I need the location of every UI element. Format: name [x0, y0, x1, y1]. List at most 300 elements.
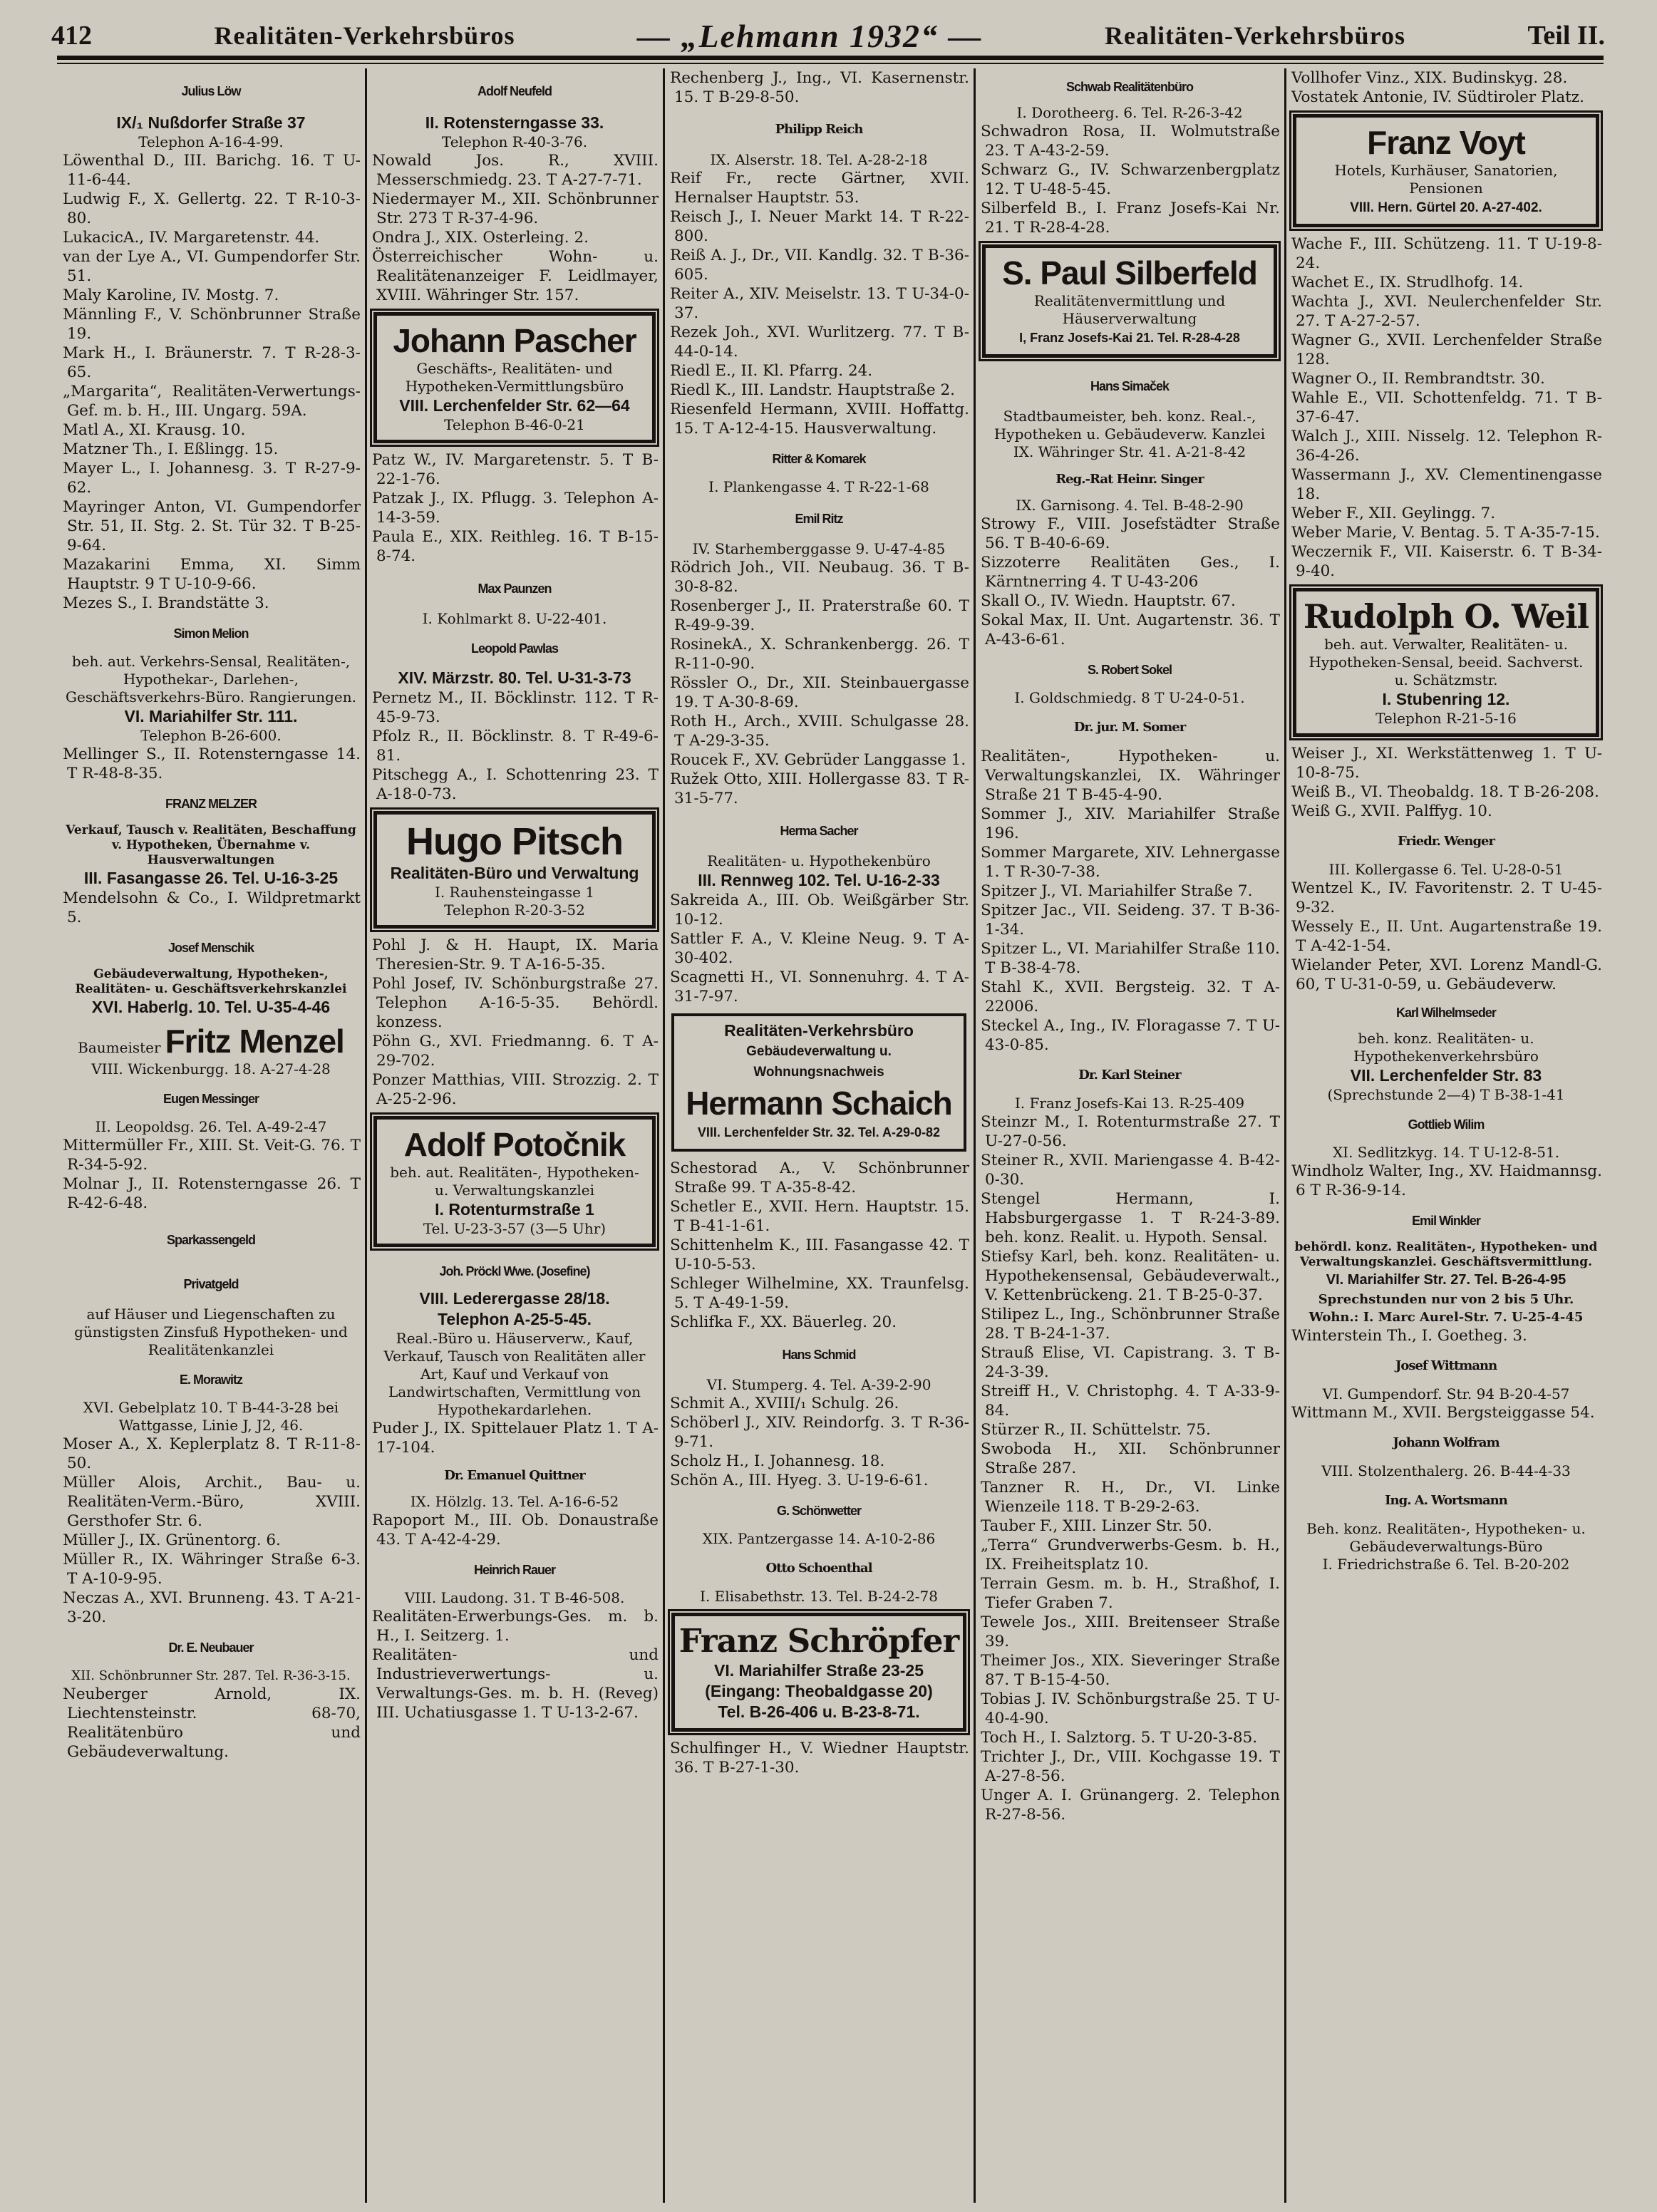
listing-entry: Mayer L., I. Johannesg. 3. T R-27-9-62.: [63, 460, 361, 497]
listing-entry: „Terra“ Grundverwerbs-Gesm. b. H., IX. Freiheitsplatz 10.: [981, 1536, 1280, 1573]
advertiser-name: Johann Pascher: [393, 322, 636, 359]
listing-entry: Neczas A., XVI. Brunneng. 43. T A-21-3-20.: [63, 1589, 361, 1626]
listing-entry: Schöberl J., XIV. Reindorfg. 3. T R-36-9-71.: [670, 1414, 969, 1451]
advertiser-name: Karl Wilhelmseder: [1396, 1006, 1496, 1020]
ad-address: II. Rotensterngasse 33.: [425, 113, 604, 132]
ad-address: VIII. Lederergasse 28/18.: [419, 1289, 610, 1308]
listing-entry: Realitäten- und Industrieverwertungs- u. Verwaltungs-Ges. m. b. H. (Reveg) III. Uchatiusgasse 1. T U-13-2-67.: [372, 1646, 659, 1722]
listing-entry: Sakreida A., III. Ob. Weißgärber Str. 10-12.: [670, 891, 969, 929]
ad-address: XI. Sedlitzkyg. 14. T U-12-8-51.: [1332, 1144, 1560, 1161]
ad-address: XVI. Gebelplatz 10. T B-44-3-28 bei Wattgasse, Linie J, J2, 46.: [83, 1399, 339, 1434]
listing-entry: Paula E., XIX. Reithleg. 16. T B-15-8-74.: [372, 528, 659, 565]
advertiser-name: Leopold Pawlas: [470, 641, 559, 656]
section-title-right: Realitäten-Verkehrsbüros: [1105, 21, 1406, 50]
listing-entry: Schittenhelm K., III. Fasangasse 42. T U-10-5-53.: [670, 1236, 969, 1273]
ad-address: IX/₁ Nußdorfer Straße 37: [116, 113, 306, 132]
listing-entry: LukacicA., IV. Margaretenstr. 44.: [63, 229, 320, 247]
listing-entry: Müller R., IX. Währinger Straße 6-3. T A-10-9-95.: [63, 1551, 361, 1588]
ad-eugen-messinger: [58, 1080, 363, 1136]
column-divider: [365, 68, 367, 2203]
ad-rudolph-weil: [1293, 588, 1599, 737]
advertiser-name: Heinrich Rauer: [473, 1563, 556, 1577]
ad-sparkassengeld: [58, 1219, 363, 1435]
listing-entry: Realitäten-Erwerbungs-Ges. m. b. H., I. Seitzerg. 1.: [372, 1608, 659, 1645]
ad-friedr-wenger: [1287, 822, 1605, 879]
listing-entry: Silberfeld B., I. Franz Josefs-Kai Nr. 21. T R-28-4-28.: [981, 200, 1280, 237]
ad-description: Hotels, Kurhäuser, Sanatorien, Pensionen: [1334, 162, 1558, 197]
ad-description: Realitäten-Büro und Verwaltung: [390, 864, 639, 882]
ad-heinr-singer: [976, 462, 1283, 515]
ad-fritz-menzel: [58, 1022, 363, 1060]
listing-entry: Weczernik F., VII. Kaiserstr. 6. T B-34-9-40.: [1291, 543, 1602, 580]
listing-entry: Scagnetti H., VI. Sonnenuhrg. 4. T A-31-7-97.: [670, 968, 969, 1006]
listing-entry: Ondra J., XIX. Osterleing. 2.: [372, 229, 589, 247]
ad-josef-wittmann: [1287, 1347, 1605, 1403]
listing-entry: Rechenberg J., Ing., VI. Kasernenstr. 15. T B-29-8-50.: [670, 69, 969, 106]
listing-entry: Ružek Otto, XIII. Hollergasse 83. T R-31-5-77.: [670, 770, 969, 807]
listing-entry: van der Lye A., VI. Gumpendorfer Str. 51.: [63, 248, 361, 285]
ad-description: Beh. konz. Realitäten-, Hypotheken- u. Gebäudeverwaltungs-Büro: [1306, 1520, 1586, 1555]
ad-address: III. Rennweg 102. Tel. U-16-2-33: [698, 871, 940, 889]
listing-entry: Mittermüller Fr., XIII. St. Veit-G. 76. T R-34-5-92.: [63, 1137, 361, 1174]
listing-entry: Schön A., III. Hyeg. 3. U-19-6-61.: [670, 1472, 929, 1489]
ad-address: XIV. Märzstr. 80. Tel. U-31-3-73: [398, 668, 631, 687]
listing-entry: Schmit A., XVIII/₁ Schulg. 26.: [670, 1395, 899, 1412]
ad-otto-schoenthal: [666, 1549, 972, 1606]
listing-entry: Schlifka F., XX. Bäuerleg. 20.: [670, 1313, 897, 1331]
listing-entry: Wagner O., II. Rembrandtstr. 30.: [1291, 370, 1545, 388]
ad-phone: Sprechstunden nur von 2 bis 5 Uhr. Wohn.: I. Marc Aurel-Str. 7. U-25-4-45: [1308, 1292, 1584, 1325]
advertiser-name: Simon Melion: [173, 626, 249, 641]
ad-address: VI. Stumperg. 4. Tel. A-39-2-90: [706, 1376, 931, 1393]
ad-address: VIII. Wickenburgg. 18. A-27-4-28: [91, 1060, 331, 1077]
listing-entry: Tauber F., XIII. Linzer Str. 50.: [981, 1517, 1212, 1535]
ad-franz-voyt: [1293, 114, 1599, 227]
listing-entry: Maly Karoline, IV. Mostg. 7.: [63, 286, 279, 304]
listing-entry: Ponzer Matthias, VIII. Strozzig. 2. T A-25-2-96.: [372, 1071, 659, 1108]
advertiser-name: Dr. Karl Steiner: [1078, 1068, 1181, 1082]
listing-entry: Rödrich Joh., VII. Neubaug. 36. T B-30-8-82.: [670, 559, 969, 596]
ad-address: VII. Lerchenfelder Str. 83: [1350, 1066, 1542, 1085]
listing-entry: Scholz H., I. Johannesg. 18.: [670, 1452, 885, 1470]
listing-entry: Steckel A., Ing., IV. Floragasse 7. T U-43-0-85.: [981, 1017, 1280, 1054]
advertiser-name: Ritter & Komarek: [772, 452, 866, 466]
listing-entry: Unger A. I. Grünangerg. 2. Telephon R-27-8-56.: [981, 1787, 1280, 1824]
listing-entry: Spitzer Jac., VII. Seideng. 37. T B-36-1-34.: [981, 901, 1280, 939]
listing-entry: Riedl E., II. Kl. Pfarrg. 24.: [670, 362, 873, 380]
ad-philipp-reich: [666, 108, 972, 169]
advertiser-name: G. Schönwetter: [776, 1504, 862, 1518]
advertiser-name: Fritz Menzel: [165, 1023, 344, 1060]
listing-entry: Sattler F. A., V. Kleine Neug. 9. T A-30-402.: [670, 930, 969, 967]
ad-max-paunzen: [368, 567, 661, 628]
ad-headline: Privatgeld: [183, 1277, 239, 1291]
listing-entry: Wessely E., II. Unt. Augartenstraße 19. T A-42-1-54.: [1291, 918, 1602, 955]
ad-franz-schroepfer: [671, 1613, 966, 1732]
ad-phone: Telephon R-21-5-16: [1375, 710, 1517, 727]
listing-entry: Wassermann J., XV. Clementinengasse 18.: [1291, 466, 1602, 503]
listing-entry: Mazakarini Emma, XI. Simm Hauptstr. 9 T U-10-9-66.: [63, 556, 361, 593]
ad-address: VIII. Hern. Gürtel 20. A-27-402.: [1350, 200, 1542, 215]
section-title-left: Realitäten-Verkehrsbüros: [214, 21, 515, 50]
ad-leopold-pawlas: [368, 629, 661, 688]
ad-g-schoenwetter: [666, 1492, 972, 1548]
advertiser-name: Gottlieb Wilim: [1408, 1117, 1485, 1132]
column-5: [1287, 68, 1605, 2203]
ad-heinrich-rauer: [368, 1551, 661, 1607]
listing-entry: Mezes S., I. Brandstätte 3.: [63, 594, 269, 612]
listing-entry: Wagner G., XVII. Lerchenfelder Straße 128.: [1291, 331, 1602, 368]
listing-entry: Roucek F., XV. Gebrüder Langgasse 1.: [670, 751, 966, 769]
listing-entry: Matzner Th., I. Eßlingg. 15.: [63, 440, 279, 458]
ad-headline: Realitäten-Verkehrsbüro: [724, 1021, 914, 1040]
listing-entry: Pfolz R., II. Böcklinstr. 8. T R-49-6-81.: [372, 728, 659, 765]
listing-entry: Pernetz M., II. Böcklinstr. 112. T R-45-9-73.: [372, 689, 659, 726]
listing-entry: Streiff H., V. Christophg. 4. T A-33-9-84.: [981, 1382, 1280, 1420]
page-header: [51, 14, 1605, 57]
ad-headline: Sparkassengeld: [166, 1233, 256, 1247]
advertiser-name: Max Paunzen: [478, 582, 552, 596]
advertiser-name: S. Robert Sokel: [1087, 663, 1172, 677]
listing-entry: Skall O., IV. Wiedn. Hauptstr. 67.: [981, 592, 1236, 610]
ad-johann-pascher: [373, 312, 656, 443]
advertiser-name: Dr. E. Neubauer: [168, 1640, 254, 1655]
ad-description: Stadtbaumeister, beh. konz. Real.-, Hypotheken u. Gebäudeverw. Kanzlei: [993, 408, 1266, 443]
listing-entry: Schestorad A., V. Schönbrunner Straße 99. T A-35-8-42.: [670, 1159, 969, 1197]
listing-entry: Windholz Walter, Ing., XV. Haidmannsg. 6 T R-36-9-14.: [1291, 1162, 1602, 1199]
listing-entry: Rapoport M., III. Ob. Donaustraße 43. T A-42-4-29.: [372, 1511, 659, 1549]
ad-address: VIII. Lerchenfelder Str. 62—64: [399, 396, 630, 415]
ad-description: beh. konz. Realitäten- u. Hypothekenverkehrsbüro: [1353, 1030, 1539, 1065]
listing-entry: „Margarita“, Realitäten-Verwertungs-Gef. m. b. H., III. Ungarg. 59A.: [63, 383, 361, 420]
listing-entry: Pohl Josef, IV. Schönburgstraße 27. Telephon A-16-5-35. Behördl. konzess.: [372, 975, 659, 1031]
advertiser-name: Reg.-Rat Heinr. Singer: [1055, 472, 1204, 487]
column-3: [666, 68, 972, 2203]
advertiser-name: Hans Schmid: [782, 1348, 856, 1362]
listing-entry: Weiß G., XVII. Palffyg. 10.: [1291, 802, 1492, 820]
listing-entry: Mendelsohn & Co., I. Wildpretmarkt 5.: [63, 889, 361, 926]
listing-entry: Österreichischer Wohn- u. Realitätenanzeiger F. Leidlmayer, XVIII. Währinger Str. 157.: [372, 248, 659, 304]
ad-address: III. Kollergasse 6. Tel. U-28-0-51: [1328, 861, 1564, 878]
advertiser-name: Hermann Schaich: [686, 1085, 952, 1122]
listing-entry: Matl A., XI. Krausg. 10.: [63, 421, 246, 439]
ad-description: Realitätenvermittlung und Häuserverwaltung: [1033, 292, 1226, 327]
column-divider: [663, 68, 665, 2203]
listing-entry: Rezek Joh., XVI. Wurlitzerg. 77. T B-44-0-14.: [670, 324, 969, 361]
listing-entry: Vostatek Antonie, IV. Südtiroler Platz.: [1291, 88, 1584, 106]
listing-entry: Strowy F., VIII. Josefstädter Straße 56. T B-40-6-69.: [981, 515, 1280, 552]
ad-herma-sacher: [666, 810, 972, 891]
listing-entry: Schulfinger H., V. Wiedner Hauptstr. 36. T B-27-1-30.: [670, 1740, 969, 1777]
ad-adolf-potocnik: [373, 1116, 656, 1247]
listing-entry: Reisch J., I. Neuer Markt 14. T R-22-800.: [670, 208, 969, 245]
ad-phone: Telephon A-25-5-45.: [438, 1310, 592, 1328]
column-4: [976, 68, 1283, 2203]
ad-emil-winkler: [1287, 1201, 1605, 1326]
listing-entry: Spitzer L., VI. Mariahilfer Straße 110. T B-38-4-78.: [981, 940, 1280, 977]
advertiser-name: Herma Sacher: [780, 824, 858, 838]
listing-entry: Steinzr M., I. Rotenturmstraße 27. T U-27-0-56.: [981, 1113, 1280, 1150]
advertiser-name: Otto Schoenthal: [765, 1561, 872, 1576]
listing-entry: Weber F., XII. Geylingg. 7.: [1291, 505, 1496, 522]
listing-entry: Patz W., IV. Margaretenstr. 5. T B-22-1-76.: [372, 451, 659, 488]
advertiser-name: Friedr. Wenger: [1398, 834, 1495, 849]
advertiser-name: E. Morawitz: [179, 1373, 242, 1387]
listing-entry: Stahl K., XVII. Bergsteig. 32. T A-22006.: [981, 978, 1280, 1015]
directory-columns: [58, 68, 1605, 2203]
advertiser-name: Josef Wittmann: [1395, 1358, 1497, 1373]
ad-address: IX. Garnisong. 4. Tel. B-48-2-90: [1016, 497, 1244, 514]
listing-entry: Weiß B., VI. Theobaldg. 18. T B-26-208.: [1291, 783, 1599, 801]
ad-phone: Telephon A-16-4-99.: [138, 133, 284, 150]
ad-address: I. Franz Josefs-Kai 13. R-25-409: [1014, 1095, 1245, 1112]
listing-entry: Walch J., XIII. Nisselg. 12. Telephon R-36-4-26.: [1291, 428, 1602, 465]
ad-address: VI. Gumpendorf. Str. 94 B-20-4-57: [1322, 1385, 1570, 1402]
ad-phone: Telephon R-40-3-76.: [441, 133, 588, 150]
listing-entry: Strauß Elise, VI. Capistrang. 3. T B-24-3-39.: [981, 1344, 1280, 1381]
ad-address: IX. Währinger Str. 41. A-21-8-42: [1013, 443, 1246, 460]
ad-simon-melion: [58, 614, 363, 745]
ad-description: Geschäfts-, Realitäten- und Hypotheken-Vermittlungsbüro: [405, 360, 624, 395]
advertiser-name: Adolf Potočnik: [403, 1126, 626, 1163]
listing-entry: Mark H., I. Bräunerstr. 7. T R-28-3-65.: [63, 344, 361, 381]
column-2: [368, 68, 661, 2203]
ad-address: I, Franz Josefs-Kai 21. Tel. R-28-4-28: [1019, 331, 1240, 345]
ad-description: behördl. konz. Realitäten-, Hypotheken- und Verwaltungskanzlei. Geschäftsvermittlung.: [1294, 1240, 1598, 1269]
listing-entry: Tewele Jos., XIII. Breitenseer Straße 39.: [981, 1613, 1280, 1650]
ad-dr-somer: [976, 708, 1283, 805]
ad-dr-neubauer: [58, 1628, 363, 1685]
directory-title: — „Lehmann 1932“ —: [637, 17, 983, 54]
ad-phone: Telephon B-26-600.: [140, 727, 282, 744]
advertiser-name: Ing. A. Wortsmann: [1385, 1493, 1507, 1508]
listing-entry: Sommer Margarete, XIV. Lehnergasse 1. T R-30-7-38.: [981, 844, 1280, 881]
ad-emil-ritz: [666, 497, 972, 558]
advertiser-name: Hugo Pitsch: [406, 820, 623, 863]
ad-address: I. Friedrichstraße 6. Tel. B-20-202: [1322, 1556, 1570, 1573]
advertiser-name: Julius Löw: [181, 84, 241, 98]
ad-address: I. Rotenturmstraße 1: [435, 1200, 594, 1219]
listing-entry: Molnar J., II. Rotensterngasse 26. T R-42-6-48.: [63, 1175, 361, 1212]
advertiser-name: Schwab Realitätenbüro: [1065, 80, 1194, 94]
advertiser-name: S. Paul Silberfeld: [1002, 254, 1257, 291]
listing-entry: Wachet E., IX. Strudlhofg. 14.: [1291, 274, 1524, 291]
listing-entry: Weber Marie, V. Bentag. 5. T A-35-7-15.: [1291, 524, 1600, 542]
ad-address: I. Plankengasse 4. T R-22-1-68: [708, 478, 929, 495]
ad-hans-schmid: [666, 1333, 972, 1394]
listing-entry: Müller J., IX. Grünentorg. 6.: [63, 1531, 281, 1549]
listing-entry: Reiter A., XIV. Meiselstr. 13. T U-34-0-37.: [670, 285, 969, 322]
ad-description: (Eingang: Theobaldgasse 20): [705, 1682, 933, 1700]
listing-entry: Winterstein Th., I. Goetheg. 3.: [1291, 1327, 1527, 1345]
advertiser-name: Franz Schröpfer: [678, 1622, 959, 1660]
listing-entry: Neuberger Arnold, IX. Liechtensteinstr. 68-70, Realitätenbüro und Gebäudeverwaltung.: [63, 1685, 361, 1761]
advertiser-name: Dr. Emanuel Quittner: [444, 1468, 585, 1483]
ad-description: auf Häuser und Liegenschaften zu günstigsten Zinsfuß Hypotheken- und Realitätenkanzlei: [74, 1306, 348, 1358]
listing-entry: Toch H., I. Salztorg. 5. T U-20-3-85.: [981, 1729, 1258, 1747]
ad-address: VIII. Stolzenthalerg. 26. B-44-4-33: [1321, 1462, 1571, 1479]
ad-address: IX. Alserstr. 18. Tel. A-28-2-18: [710, 151, 928, 168]
listing-entry: Pohl J. & H. Haupt, IX. Maria Theresien-Str. 9. T A-16-5-35.: [372, 936, 659, 973]
column-divider: [1284, 68, 1286, 2203]
listing-entry: Reiß A. J., Dr., VII. Kandlg. 32. T B-36-605.: [670, 247, 969, 284]
listing-entry: Stilipez L., Ing., Schönbrunner Straße 28. T B-24-1-37.: [981, 1306, 1280, 1343]
ad-dr-emanuel-quittner: [368, 1459, 661, 1511]
ad-johann-wolfram: [1287, 1424, 1605, 1480]
ad-address: I. Dorotheerg. 6. Tel. R-26-3-42: [1016, 104, 1243, 121]
listing-entry: Weiser J., XI. Werkstättenweg 1. T U-10-8-75.: [1291, 745, 1602, 782]
listing-entry: Riesenfeld Hermann, XVIII. Hoffattg. 15. T A-12-4-15. Hausverwaltung.: [670, 400, 969, 438]
column-divider: [974, 68, 976, 2203]
ad-address: VI. Mariahilfer Straße 23-25: [713, 1661, 924, 1680]
advertiser-name: Johann Wolfram: [1393, 1435, 1499, 1450]
listing-entry: Wahle E., VII. Schottenfeldg. 71. T B-37-6-47.: [1291, 389, 1602, 426]
ad-description: beh. aut. Realitäten-, Hypotheken- u. Verwaltungskanzlei: [390, 1164, 639, 1199]
listing-entry: Ludwig F., X. Gellertg. 22. T R-10-3-80.: [63, 190, 361, 227]
listing-entry: Schwarz G., IV. Schwarzenbergplatz 12. T U-48-5-45.: [981, 161, 1280, 198]
ad-address: I. Kohlmarkt 8. U-22-401.: [422, 610, 607, 627]
listing-entry: Stengel Hermann, I. Habsburgergasse 1. T R-24-3-89. beh. konz. Realit. u. Hypoth. Sensal.: [981, 1190, 1280, 1246]
ad-s-robert-sokel: [976, 651, 1283, 707]
ad-franz-melzer: [58, 785, 363, 889]
listing-entry: Schwadron Rosa, II. Wolmutstraße 23. T A-43-2-59.: [981, 123, 1280, 160]
ad-josef-menschik: [58, 929, 363, 1018]
ad-adolf-neufeld: [368, 70, 661, 151]
listing-entry: Swoboda H., XII. Schönbrunner Straße 287.: [981, 1440, 1280, 1477]
advertiser-name: Hans Simaček: [1090, 379, 1170, 393]
advertiser-name: Josef Menschik: [167, 941, 254, 955]
advertiser-name: FRANZ MELZER: [165, 797, 257, 811]
listing-entry: Trichter J., Dr., VIII. Kochgasse 19. T A-27-8-56.: [981, 1748, 1280, 1785]
ad-phone: (Sprechstunde 2—4) T B-38-1-41: [1327, 1086, 1565, 1103]
listing-entry: Schetler E., XVII. Hern. Hauptstr. 15. T B-41-1-61.: [670, 1198, 969, 1235]
ad-phone: Tel. B-26-406 u. B-23-8-71.: [718, 1702, 920, 1721]
listing-entry: Steiner R., XVII. Mariengasse 4. B-42-0-30.: [981, 1152, 1280, 1189]
column-1: [58, 68, 363, 2203]
listing-entry: Tanzner R. H., Dr., VI. Linke Wienzeile 118. T B-29-2-63.: [981, 1479, 1280, 1516]
ad-address: II. Leopoldsg. 26. Tel. A-49-2-47: [95, 1118, 327, 1135]
listing-entry: Stiefsy Karl, beh. konz. Realitäten- u. Hypothekensensal, Gebäudeverwalt., V. Kettenbrückeng. 21. T B-25-0-37.: [981, 1248, 1280, 1304]
ad-address: I. Stubenring 12.: [1382, 690, 1510, 708]
listing-entry: Pöhn G., XVI. Friedmanng. 6. T A-29-702.: [372, 1033, 659, 1070]
ad-ing-wortsmann: [1287, 1482, 1605, 1573]
ad-joh-proeckl: [368, 1254, 661, 1419]
page-number: 412: [51, 21, 92, 51]
listing-entry: Rosenberger J., II. Praterstraße 60. T R-49-9-39.: [670, 597, 969, 634]
ad-address: I. Elisabethstr. 13. Tel. B-24-2-78: [700, 1588, 938, 1605]
advertiser-name: Eugen Messinger: [162, 1092, 259, 1106]
ad-karl-wilhelmseder: [1287, 996, 1605, 1104]
listing-entry: Mellinger S., II. Rotensterngasse 14. T R-48-8-35.: [63, 745, 361, 782]
advertiser-name: Joh. Pröckl Wwe. (Josefine): [439, 1264, 590, 1278]
advertiser-name: Dr. jur. M. Somer: [1073, 720, 1186, 735]
listing-entry: Stürzer R., II. Schüttelstr. 75.: [981, 1421, 1211, 1439]
listing-entry: Theimer Jos., XIX. Sieveringer Straße 87. T B-15-4-50.: [981, 1652, 1280, 1689]
ad-description: Gebäudeverwaltung, Hypotheken-, Realitäten- u. Geschäftsverkehrskanzlei: [75, 967, 347, 996]
listing-entry: Moser A., X. Keplerplatz 8. T R-11-8-50.: [63, 1435, 361, 1472]
ad-description: Real.-Büro u. Häuserverw., Kauf, Verkauf, Tausch von Realitäten aller Art, Kauf und Verkauf von Landwirtschaften, Vermittlung von Hypothekardarlehen.: [383, 1330, 646, 1418]
ad-title-prefix: Baumeister: [78, 1039, 161, 1056]
listing-entry: Terrain Gesm. m. b. H., Straßhof, I. Tiefer Graben 7.: [981, 1575, 1280, 1612]
ad-address: XIX. Pantzergasse 14. A-10-2-86: [702, 1530, 936, 1547]
ad-description: beh. aut. Verwalter, Realitäten- u. Hypotheken-Sensal, beeid. Sachverst. u. Schätzmstr.: [1308, 636, 1584, 688]
ad-ritter-komarek: [666, 440, 972, 496]
listing-entry: Vollhofer Vinz., XIX. Budinskyg. 28.: [1291, 69, 1568, 87]
ad-gottlieb-wilim: [1287, 1105, 1605, 1162]
ad-phone: Telephon B-46-0-21: [444, 416, 585, 433]
listing-entry: Wielander Peter, XVI. Lorenz Mandl-G. 60, T U-31-0-59, u. Gebäudeverw.: [1291, 956, 1602, 993]
listing-entry: Wachta J., XVI. Neulerchenfelder Str. 27. T A-27-2-57.: [1291, 293, 1602, 330]
listing-entry: Sizzoterre Realitäten Ges., I. Kärntnerring 4. T U-43-206: [981, 554, 1280, 591]
ad-address: XII. Schönbrunner Str. 287. Tel. R-36-3-15.: [71, 1668, 351, 1683]
ad-address: VI. Mariahilfer Str. 27. Tel. B-26-4-95: [1326, 1272, 1566, 1288]
advertiser-name: Emil Winkler: [1412, 1214, 1480, 1228]
listing-entry: Niedermayer M., XII. Schönbrunner Str. 273 T R-37-4-96.: [372, 190, 659, 227]
ad-s-paul-silberfeld: [982, 244, 1277, 358]
listing-entry: Sokal Max, II. Unt. Augartenstr. 36. T A-43-6-61.: [981, 611, 1280, 648]
ad-description: Realitäten-, Hypotheken- u. Verwaltungskanzlei, IX. Währinger Straße 21 T B-45-4-90.: [981, 748, 1280, 804]
ad-address: I. Goldschmiedg. 8 T U-24-0-51.: [1014, 689, 1245, 706]
ad-address: XVI. Haberlg. 10. Tel. U-35-4-46: [91, 998, 331, 1016]
listing-entry: RosinekA., X. Schrankenbergg. 26. T R-11-0-90.: [670, 636, 969, 673]
header-rule-thin: [57, 63, 1604, 64]
listing-entry: Puder J., IX. Spittelauer Platz 1. T A-17-104.: [372, 1420, 659, 1457]
advertiser-name: Adolf Neufeld: [478, 84, 552, 98]
ad-julius-loew: [58, 70, 363, 151]
ad-dr-karl-steiner: [976, 1056, 1283, 1112]
advertiser-name: Rudolph O. Weil: [1303, 597, 1589, 636]
listing-entry: Spitzer J., VI. Mariahilfer Straße 7.: [981, 882, 1253, 900]
ad-address: VIII. Laudong. 31. T B-46-508.: [404, 1589, 625, 1606]
ad-address: IV. Starhemberggasse 9. U-47-4-85: [692, 540, 946, 557]
listing-entry: Mayringer Anton, VI. Gumpendorfer Str. 51, II. Stg. 2. St. Tür 32. T B-25-9-64.: [63, 498, 361, 554]
listing-entry: Riedl K., III. Landstr. Hauptstraße 2.: [670, 381, 955, 399]
ad-address: VI. Mariahilfer Str. 111.: [124, 707, 298, 725]
listing-entry: Rössler O., Dr., XII. Steinbauergasse 19. T A-30-8-69.: [670, 674, 969, 711]
header-rule: [57, 56, 1604, 60]
listing-entry: Schleger Wilhelmine, XX. Traunfelsg. 5. T A-49-1-59.: [670, 1275, 969, 1312]
listing-entry: Löwenthal D., III. Barichg. 16. T U-11-6-44.: [63, 152, 361, 189]
listing-entry: Wittmann M., XVII. Bergsteiggasse 54.: [1291, 1404, 1595, 1422]
ad-address: III. Fasangasse 26. Tel. U-16-3-25: [83, 869, 339, 887]
ad-description: Realitäten- u. Hypothekenbüro: [707, 852, 931, 869]
ad-hans-simacek: [976, 365, 1283, 461]
ad-description: Verkauf, Tausch v. Realitäten, Beschaffung v. Hypotheken, Übernahme v. Hausverwaltungen: [66, 823, 356, 867]
ad-address: IX. Hölzlg. 13. Tel. A-16-6-52: [410, 1493, 619, 1510]
ad-address: I. Rauhensteingasse 1: [434, 884, 595, 901]
ad-description: beh. aut. Verkehrs-Sensal, Realitäten-, Hypothekar-, Darlehen-, Geschäftsverkehrs-Büro. Rangierungen.: [66, 653, 356, 706]
ad-phone: Tel. U-23-3-57 (3—5 Uhr): [423, 1220, 606, 1237]
listing-entry: Nowald Jos. R., XVIII. Messerschmiedg. 23. T A-27-7-71.: [372, 152, 659, 189]
ad-address: VIII. Lerchenfelder Str. 32. Tel. A-29-0-82: [697, 1125, 941, 1139]
listing-entry: Roth H., Arch., XVIII. Schulgasse 28. T A-29-3-35.: [670, 713, 969, 750]
listing-entry: Sommer J., XIV. Mariahilfer Straße 196.: [981, 805, 1280, 842]
listing-entry: Reif Fr., recte Gärtner, XVII. Hernalser Hauptstr. 53.: [670, 170, 969, 207]
listing-entry: Tobias J. IV. Schönburgstraße 25. T U-40-4-90.: [981, 1690, 1280, 1727]
listing-entry: Müller Alois, Archit., Bau- u. Realitäten-Verm.-Büro, XVIII. Gersthofer Str. 6.: [63, 1474, 361, 1530]
listing-entry: Männling F., V. Schönbrunner Straße 19.: [63, 306, 361, 343]
part-label: Teil II.: [1527, 21, 1605, 51]
ad-phone: Telephon R-20-3-52: [444, 901, 585, 919]
advertiser-name: Philipp Reich: [775, 122, 863, 137]
listing-entry: Patzak J., IX. Pflugg. 3. Telephon A-14-3-59.: [372, 490, 659, 527]
ad-hugo-pitsch: [373, 811, 656, 929]
listing-entry: Wentzel K., IV. Favoritenstr. 2. T U-45-9-32.: [1291, 879, 1602, 916]
ad-schwab: [976, 70, 1283, 122]
advertiser-name: Franz Voyt: [1367, 124, 1525, 161]
ad-hermann-schaich: [671, 1013, 966, 1152]
advertiser-name: Emil Ritz: [795, 512, 843, 526]
